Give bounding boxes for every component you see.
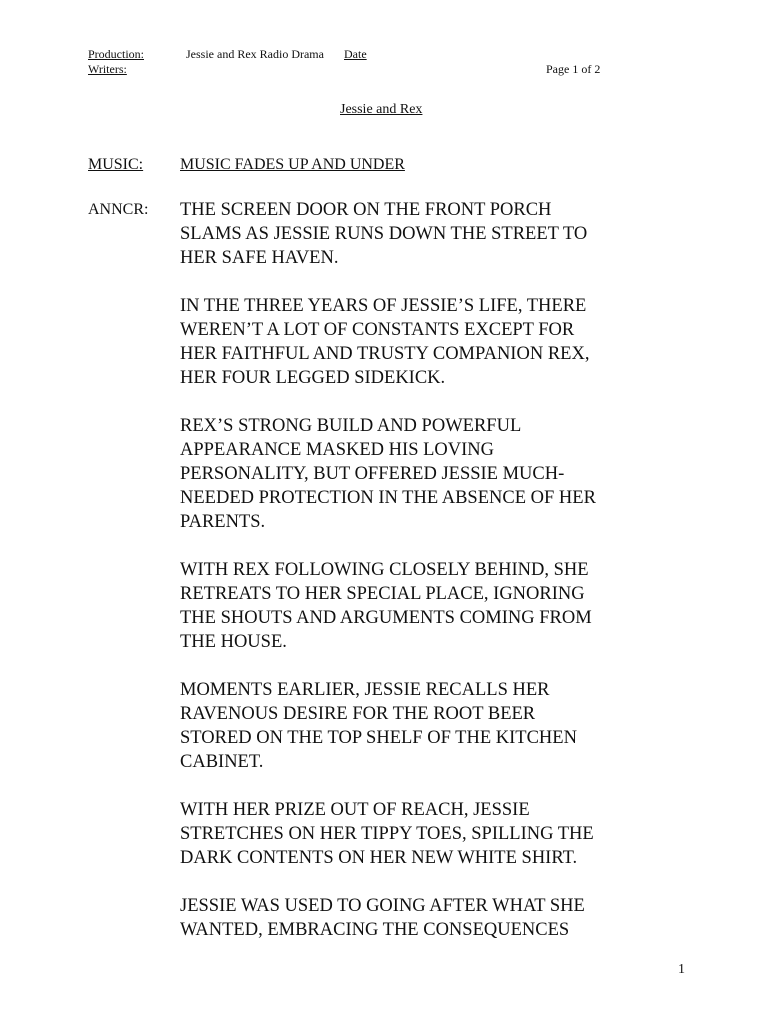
script-title: Jessie and Rex — [340, 102, 423, 117]
writers-label: Writers: — [88, 62, 127, 76]
page-number: 1 — [678, 962, 685, 977]
production-value: Jessie and Rex Radio Drama — [186, 47, 324, 61]
anncr-body — [180, 198, 650, 966]
anncr-paragraph: THE SCREEN DOOR ON THE FRONT PORCH SLAMS AS JESSIE RUNS DOWN THE STREET TO HER SAFE HAVEN. — [180, 200, 588, 268]
anncr-paragraph: WITH HER PRIZE OUT OF REACH, JESSIE STRETCHES ON HER TIPPY TOES, SPILLING THE DARK CONTENTS ON HER NEW WHITE SHIRT. — [180, 800, 594, 868]
anncr-paragraph: WITH REX FOLLOWING CLOSELY BEHIND, SHE RETREATS TO HER SPECIAL PLACE, IGNORING THE SHOUTS AND ARGUMENTS COMING FROM THE HOUSE. — [180, 560, 592, 652]
music-direction: MUSIC FADES UP AND UNDER — [180, 156, 405, 173]
anncr-paragraph: JESSIE WAS USED TO GOING AFTER WHAT SHE WANTED, EMBRACING THE CONSEQUENCES — [180, 896, 585, 940]
anncr-paragraph: REX’S STRONG BUILD AND POWERFUL APPEARANCE MASKED HIS LOVING PERSONALITY, BUT OFFERED JESSIE MUCH- NEEDED PROTECTION IN THE ABSENCE OF HER PARENTS. — [180, 416, 596, 532]
production-label: Production: — [88, 47, 144, 61]
anncr-paragraph: MOMENTS EARLIER, JESSIE RECALLS HER RAVENOUS DESIRE FOR THE ROOT BEER STORED ON THE TOP SHELF OF THE KITCHEN CABINET. — [180, 680, 577, 772]
anncr-paragraph: IN THE THREE YEARS OF JESSIE’S LIFE, THERE WEREN’T A LOT OF CONSTANTS EXCEPT FOR HER FAITHFUL AND TRUSTY COMPANION REX, HER FOUR LEGGED SIDEKICK. — [180, 296, 590, 388]
page-indicator: Page 1 of 2 — [546, 62, 601, 76]
anncr-cue-label: ANNCR: — [88, 201, 149, 218]
date-label: Date — [344, 47, 367, 61]
music-cue-label: MUSIC: — [88, 156, 144, 173]
